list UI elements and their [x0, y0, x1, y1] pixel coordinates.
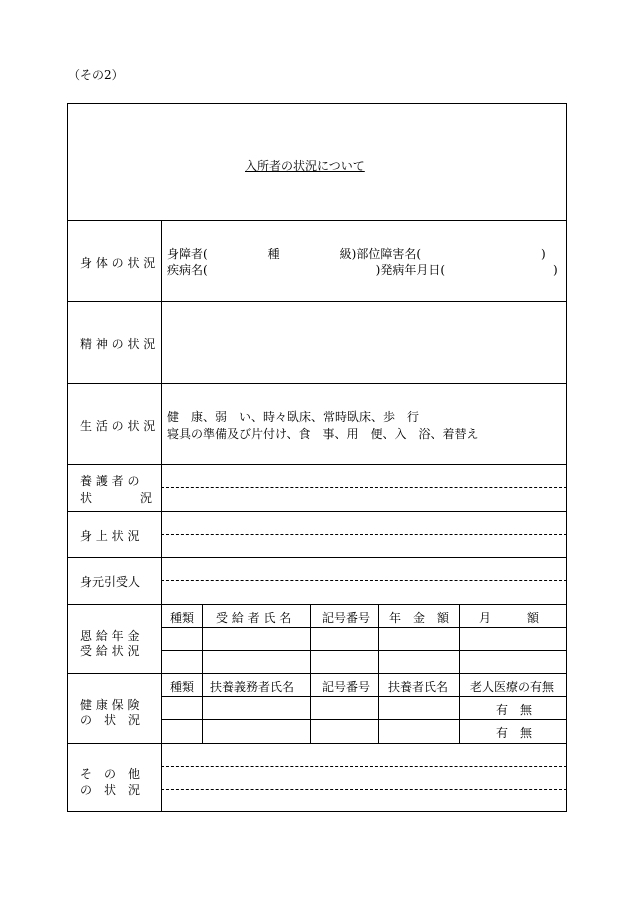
- insurance-label-2: の 状 況: [80, 713, 141, 727]
- row-divider: [67, 220, 567, 221]
- page-label: （その2）: [68, 68, 124, 82]
- insurance-header-number: 記号番号: [322, 680, 371, 694]
- personal-status-label: 身 上 状 況: [80, 529, 140, 543]
- pension-label: 恩 給 年 金: [80, 629, 140, 643]
- form-title: 入所者の状況について: [245, 159, 365, 173]
- pension-grid-line: [161, 627, 567, 628]
- row-divider: [67, 464, 567, 465]
- row-divider: [67, 673, 567, 674]
- other-label-2: の 状 況: [80, 783, 141, 797]
- form-table: [67, 103, 567, 812]
- guardian-dashed-line: [161, 487, 567, 488]
- pension-header-type: 種類: [170, 611, 195, 625]
- row-divider: [67, 383, 567, 384]
- pension-grid-line: [161, 650, 567, 651]
- insurance-header-obligor: 扶養義務者氏名: [210, 680, 295, 694]
- sponsor-label: 身元引受人: [80, 575, 141, 589]
- pension-header-monthly: 月 額: [479, 611, 540, 625]
- pension-grid-line: [378, 604, 379, 673]
- other-dashed-line: [161, 766, 567, 767]
- life-status-label: 生 活 の 状 況: [80, 419, 156, 433]
- elderly-care-yes-no-2: 有 無: [496, 726, 533, 740]
- row-divider: [67, 301, 567, 302]
- insurance-header-dependent: 扶養者氏名: [388, 680, 449, 694]
- insurance-grid-line: [378, 673, 379, 743]
- insurance-label: 健 康 保 険: [80, 698, 140, 712]
- insurance-header-type: 種類: [170, 680, 195, 694]
- disease-line: 疾病名( )発病年月日( ): [167, 263, 558, 277]
- insurance-grid-line: [202, 673, 203, 743]
- insurance-header-elderly-care: 老人医療の有無: [470, 680, 555, 694]
- insurance-grid-line: [310, 673, 311, 743]
- pension-header-annual: 年 金 額: [389, 611, 450, 625]
- row-divider: [67, 743, 567, 744]
- pension-header-recipient: 受 給 者 氏 名: [216, 611, 292, 625]
- physical-disability-line: 身障者( 種 級)部位障害名( ): [167, 247, 546, 261]
- life-status-line1: 健 康、弱 い、時々臥床、常時臥床、歩 行: [167, 410, 420, 424]
- pension-grid-line: [310, 604, 311, 673]
- insurance-grid-line: [161, 719, 567, 720]
- pension-grid-line: [459, 604, 460, 673]
- row-divider: [67, 557, 567, 558]
- guardian-label: 養 護 者 の: [80, 474, 140, 488]
- sponsor-dashed-line: [161, 580, 567, 581]
- physical-status-label: 身 体 の 状 況: [80, 256, 156, 270]
- other-dashed-line: [161, 789, 567, 790]
- label-column-divider: [161, 220, 162, 812]
- insurance-grid-line: [459, 673, 460, 743]
- other-label: そ の 他: [80, 767, 141, 781]
- mental-status-label: 精 神 の 状 況: [80, 337, 156, 351]
- row-divider: [67, 511, 567, 512]
- life-status-line2: 寝具の準備及び片付け、食 事、用 便、入 浴、着替え: [167, 427, 479, 441]
- elderly-care-yes-no: 有 無: [496, 703, 533, 717]
- pension-header-number: 記号番号: [322, 611, 371, 625]
- personal-dashed-line: [161, 534, 567, 535]
- guardian-label-2: 状 況: [80, 491, 153, 505]
- pension-grid-line: [202, 604, 203, 673]
- pension-label-2: 受 給 状 況: [80, 644, 140, 658]
- insurance-grid-line: [161, 696, 567, 697]
- row-divider: [67, 604, 567, 605]
